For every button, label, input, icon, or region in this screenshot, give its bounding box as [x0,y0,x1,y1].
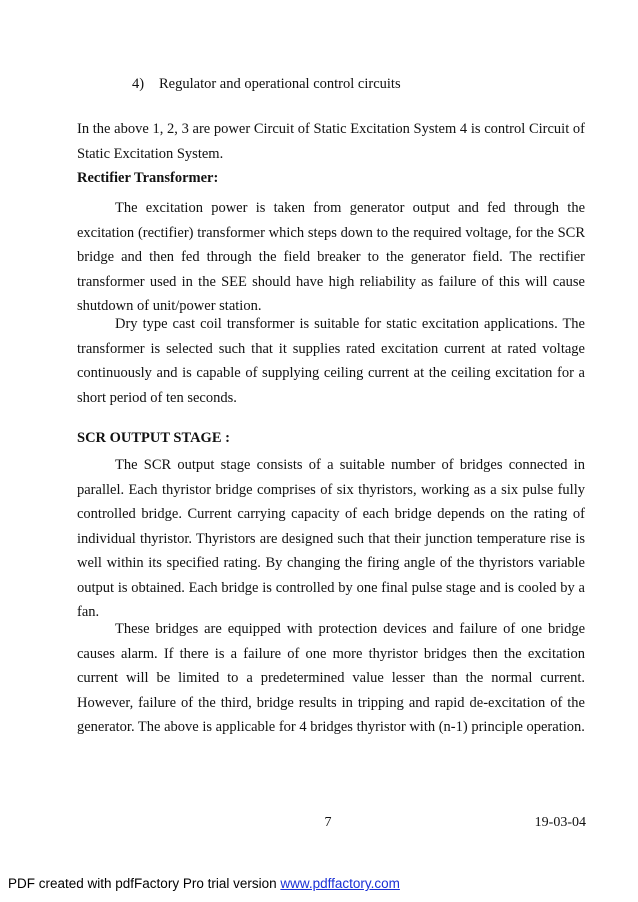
scr-para-2 [77,617,585,740]
intro-block [77,117,585,191]
list-item-number: 4) [132,76,145,92]
rectifier-heading: Rectifier Transformer: [77,170,219,186]
page-number: 7 [324,815,332,830]
rectifier-para-2 [77,312,585,410]
rectifier-para-1 [77,196,585,319]
scr-para-1 [77,453,585,625]
pdffactory-link[interactable]: www.pdffactory.com [280,876,400,891]
scr-paragraph-1: The SCR output stage consists of a suitable number of bridges connected in parallel. Each thyristor bridge comprises of six thyristors, working as a six pulse fully controlled bridge. Current carrying capacity of each bridge depends on the rating of individual thyristor. Thyristors are designed such that their junction temperature rise is well within its specified rating. By changing the firing angle of the thyristors variable output is obtained. Each bridge is controlled by one final pulse stage and is cooled by a fan. [77,457,585,620]
list-item-4 [132,75,401,93]
pdf-creator-banner [8,876,400,891]
list-item-text: Regulator and operational control circuits [159,76,401,92]
scr-heading-block [77,426,585,451]
scr-paragraph-2: These bridges are equipped with protection devices and failure of one bridge causes alarm. If there is a failure of one more thyristor bridges then the excitation current will be limited to a predetermined value lesser than the normal current. However, failure of the third, bridge results in tripping and rapid de-excitation of the generator. The above is applicable for 4 bridges thyristor with (n-1) principle operation. [77,621,585,735]
rectifier-paragraph-1: The excitation power is taken from generator output and fed through the excitation (rectifier) transformer which steps down to the required voltage, for the SCR bridge and then fed through the field breaker to the generator field. The rectifier transformer used in the SEE should have high reliability as failure of this will cause shutdown of unit/power station. [77,200,585,314]
scr-heading: SCR OUTPUT STAGE : [77,430,230,446]
intro-paragraph: In the above 1, 2, 3 are power Circuit of Static Excitation System 4 is control Circuit of Static Excitation System. [77,121,585,162]
pdf-banner-text: PDF created with pdfFactory Pro trial version [8,876,281,891]
rectifier-paragraph-2: Dry type cast coil transformer is suitable for static excitation applications. The transformer is selected such that it supplies rated excitation current at rated voltage continuously and is capable of supplying ceiling current at the ceiling excitation for a short period of ten seconds. [77,316,585,406]
footer-date: 19-03-04 [534,815,586,830]
